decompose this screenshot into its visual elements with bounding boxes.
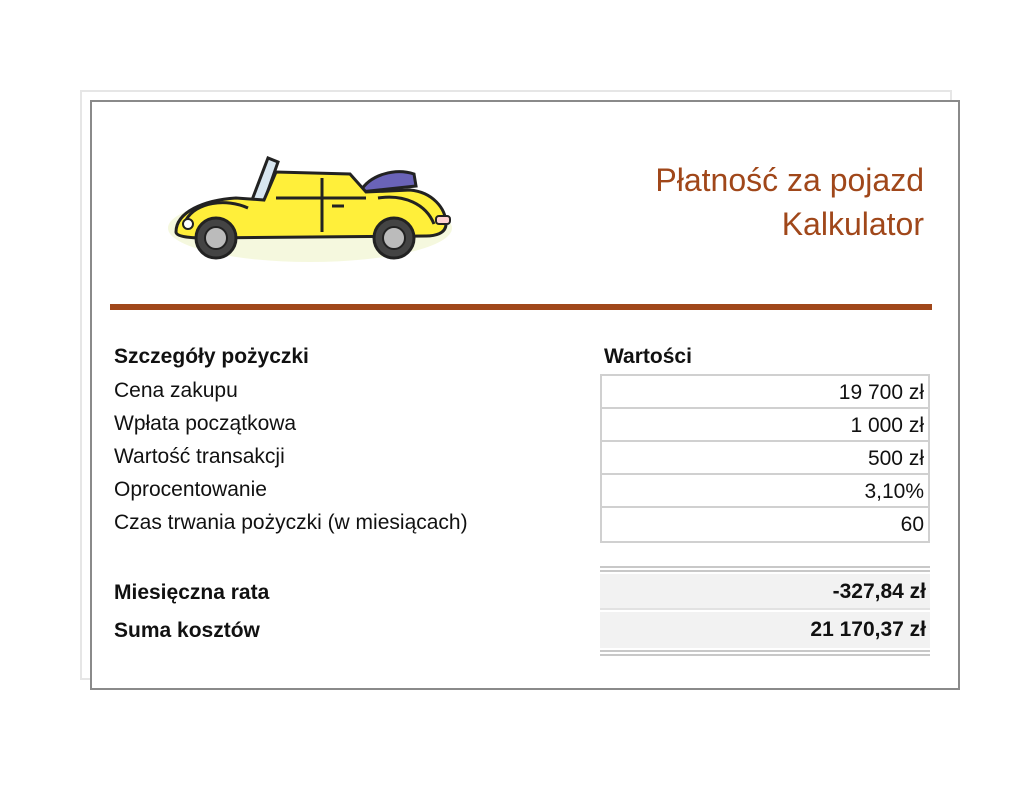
loan-details-header: Szczegóły pożyczki — [114, 345, 309, 368]
monthly-payment-label: Miesięczna rata — [114, 581, 270, 604]
total-cost-label: Suma kosztów — [114, 619, 260, 642]
label-down-payment: Wpłata początkowa — [114, 412, 297, 435]
values-header: Wartości — [604, 345, 692, 368]
title-line-2: Kalkulator — [781, 206, 924, 242]
title-line-1: Płatność za pojazd — [655, 162, 924, 198]
summary-top-border — [600, 566, 930, 572]
value-interest-rate[interactable]: 3,10% — [602, 475, 928, 508]
summary-bottom-border — [600, 650, 930, 656]
value-purchase-price[interactable]: 19 700 zł — [602, 376, 928, 409]
label-interest-rate: Oprocentowanie — [114, 478, 267, 501]
value-trade-in-value[interactable]: 500 zł — [602, 442, 928, 475]
label-purchase-price: Cena zakupu — [114, 379, 238, 402]
monthly-payment-row — [114, 574, 930, 612]
total-cost-value[interactable]: 21 170,37 zł — [600, 612, 930, 648]
input-values-box — [600, 374, 930, 543]
loan-labels — [114, 374, 468, 539]
value-loan-term[interactable]: 60 — [900, 513, 924, 536]
value-down-payment[interactable]: 1 000 zł — [602, 409, 928, 442]
calculator-sheet — [90, 100, 960, 690]
car-icon — [164, 150, 456, 268]
label-loan-term: Czas trwania pożyczki (w miesiącach) — [114, 511, 468, 534]
page-title — [655, 158, 924, 246]
monthly-payment-value[interactable]: -327,84 zł — [600, 574, 930, 610]
label-trade-in-value: Wartość transakcji — [114, 445, 285, 468]
total-cost-row — [114, 612, 930, 650]
title-divider — [110, 304, 932, 310]
